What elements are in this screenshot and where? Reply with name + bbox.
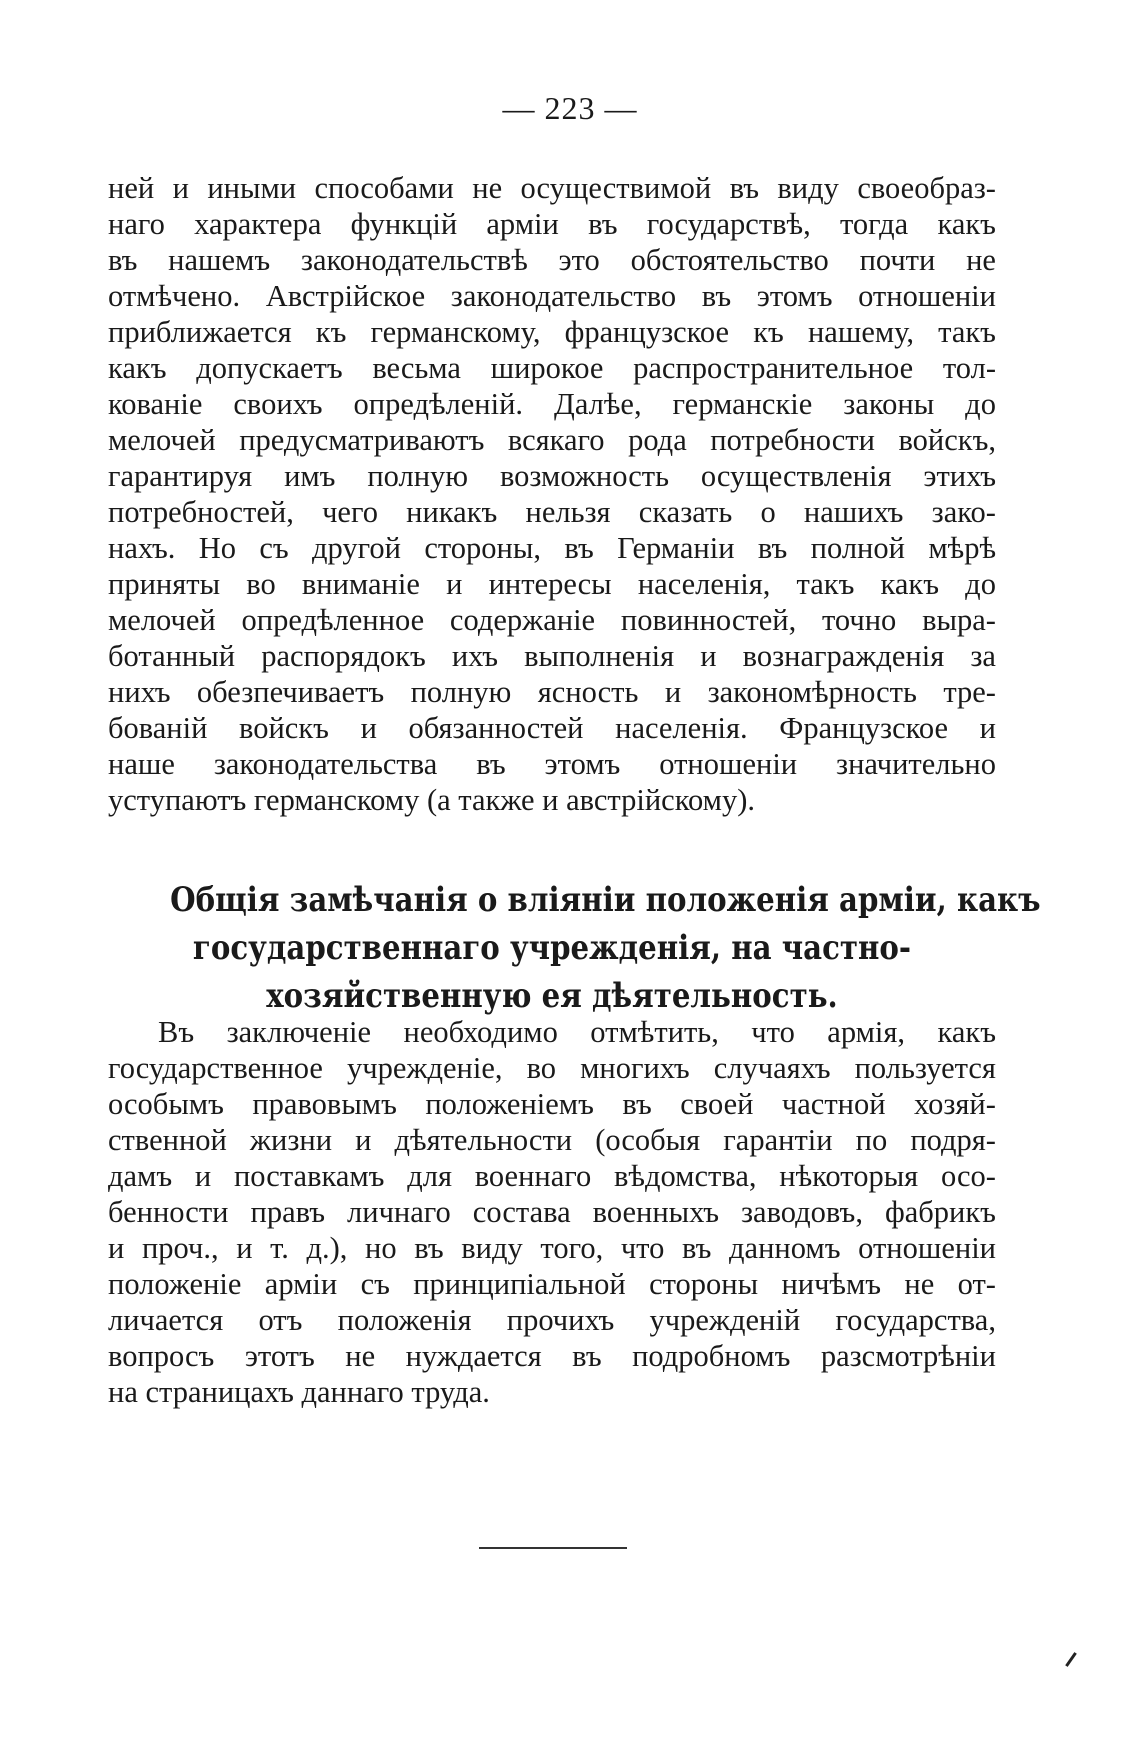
text-line: и проч., и т. д.), но въ виду того, что въ данномъ отношеніи	[108, 1231, 996, 1265]
text-line: бенности правъ личнаго состава военныхъ заводовъ, фабрикъ	[108, 1195, 996, 1229]
text-line: вопросъ этотъ не нуждается въ подробномъ разсмотрѣніи	[108, 1339, 996, 1373]
text-line: въ нашемъ законодательствѣ это обстоятельство почти не	[108, 243, 996, 277]
text-line: уступаютъ германскому (а также и австрійскому).	[108, 783, 755, 817]
text-line: гарантируя имъ полную возможность осуществленія этихъ	[108, 459, 996, 493]
text-line: ней и иными способами не осуществимой въ виду своеобраз-	[108, 171, 996, 205]
text-line: потребностей, чего никакъ нельзя сказать о нашихъ зако-	[108, 495, 996, 529]
text-line: кованіе своихъ опредѣленій. Далѣе, германскіе законы до	[108, 387, 996, 421]
text-line: государственное учрежденіе, во многихъ случаяхъ пользуется	[108, 1051, 996, 1085]
heading-line: государственнаго учрежденія, на частно-	[192, 928, 912, 968]
end-rule	[479, 1547, 627, 1549]
text-line: ственной жизни и дѣятельности (особыя гарантіи по подря-	[108, 1123, 996, 1157]
text-line: ботанный распорядокъ ихъ выполненія и вознагражденія за	[108, 639, 996, 673]
text-line: дамъ и поставкамъ для военнаго вѣдомства, нѣкоторыя осо-	[108, 1159, 996, 1193]
text-line: мелочей предусматриваютъ всякаго рода потребности войскъ,	[108, 423, 996, 457]
text-line: нихъ обезпечиваетъ полную ясность и закономѣрность тре-	[108, 675, 996, 709]
ink-mark	[1065, 1652, 1077, 1667]
text-line: личается отъ положенія прочихъ учрежденій государства,	[108, 1303, 996, 1337]
heading-line: хозяйственную ея дѣятельность.	[266, 976, 838, 1016]
text-line: бованій войскъ и обязанностей населенія. Французское и	[108, 711, 996, 745]
text-line: мелочей опредѣленное содержаніе повинностей, точно выра-	[108, 603, 996, 637]
text-line: Въ заключеніе необходимо отмѣтить, что армія, какъ	[158, 1015, 996, 1049]
page-number: — 223 —	[502, 90, 638, 126]
section-heading	[108, 876, 1041, 1020]
paragraph-1	[108, 170, 996, 818]
text-line: наше законодательства въ этомъ отношеніи значительно	[108, 747, 996, 781]
text-line: положеніе арміи съ принципіальной стороны ничѣмъ не от-	[108, 1267, 996, 1301]
text-line: приняты во вниманіе и интересы населенія, такъ какъ до	[108, 567, 996, 601]
text-line: отмѣчено. Австрійское законодательство въ этомъ отношеніи	[108, 279, 996, 313]
text-line: особымъ правовымъ положеніемъ въ своей частной хозяй-	[108, 1087, 996, 1121]
text-line: на страницахъ даннаго труда.	[108, 1375, 490, 1409]
paragraph-2	[108, 1014, 996, 1410]
text-line: нахъ. Но съ другой стороны, въ Германіи въ полной мѣрѣ	[108, 531, 996, 565]
text-line: какъ допускаетъ весьма широкое распространительное тол-	[108, 351, 996, 385]
text-line: наго характера функцій арміи въ государствѣ, тогда какъ	[108, 207, 996, 241]
heading-line: Общія замѣчанія о вліяніи положенія арміи, какъ	[170, 880, 1041, 920]
text-line: приближается къ германскому, французское къ нашему, такъ	[108, 315, 996, 349]
